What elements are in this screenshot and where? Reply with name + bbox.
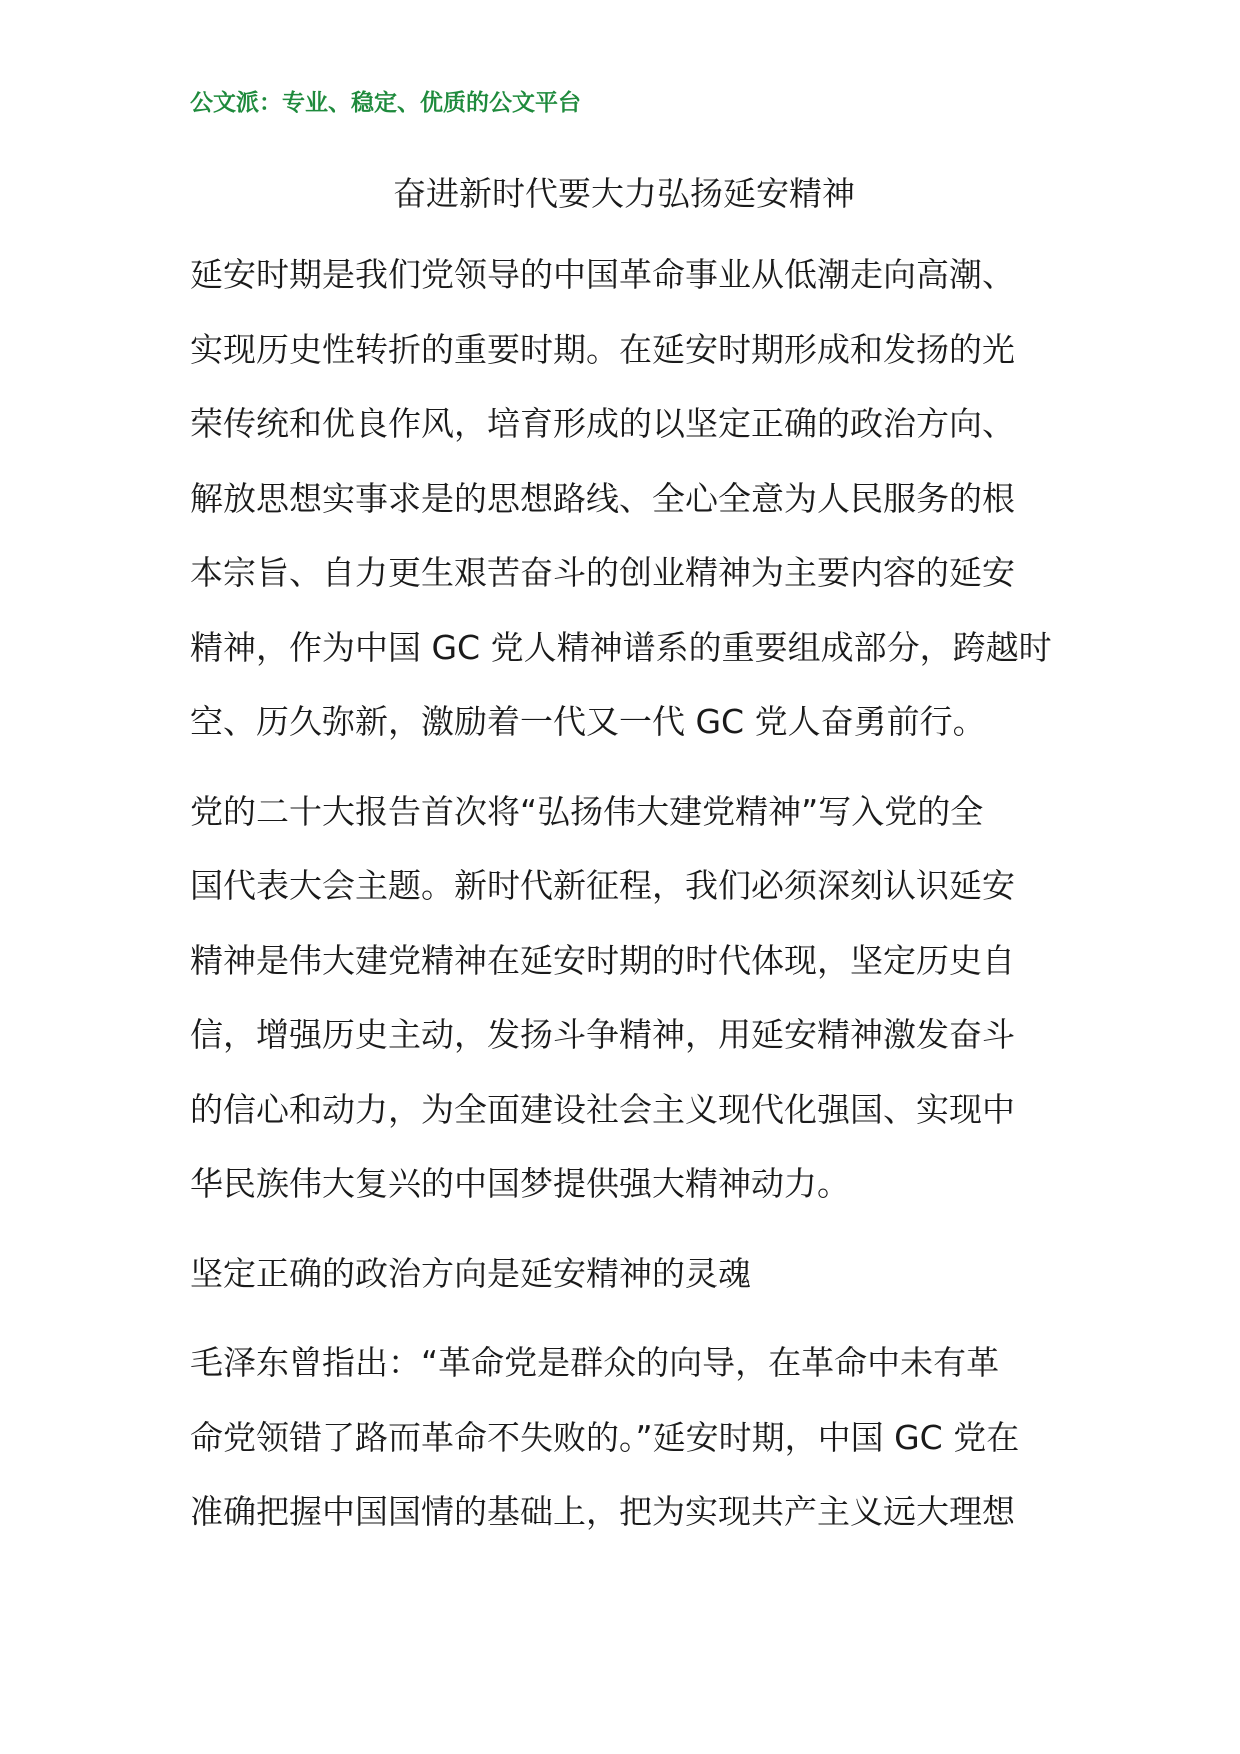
text-line: 信，增强历史主动，发扬斗争精神，用延安精神激发奋斗 — [190, 1015, 1015, 1054]
text-line: 荣传统和优良作风，培育形成的以坚定正确的政治方向、 — [190, 404, 1015, 443]
document-title: 奋进新时代要大力弘扬延安精神 — [393, 174, 855, 213]
text-line: 准确把握中国国情的基础上，把为实现共产主义远大理想 — [190, 1492, 1015, 1531]
paragraph-2 — [190, 775, 1058, 1222]
text-line: 精神，作为中国 GC 党人精神谱系的重要组成部分，跨越时 — [190, 627, 1052, 667]
brand-header: 公文派：专业、稳定、优质的公文平台 — [190, 90, 581, 116]
text-line: 本宗旨、自力更生艰苦奋斗的创业精神为主要内容的延安 — [190, 553, 1015, 592]
text-line: 华民族伟大复兴的中国梦提供强大精神动力。 — [190, 1164, 850, 1203]
text-line: 的信心和动力，为全面建设社会主义现代化强国、实现中 — [190, 1089, 1015, 1129]
text-line: 解放思想实事求是的思想路线、全心全意为人民服务的根 — [190, 478, 1015, 518]
text-line: 精神是伟大建党精神在延安时期的时代体现，坚定历史自 — [190, 940, 1015, 980]
text-line: 毛泽东曾指出：“革命党是群众的向导，在革命中未有革 — [190, 1343, 1000, 1382]
text-line: 国代表大会主题。新时代新征程，我们必须深刻认识延安 — [190, 866, 1015, 905]
text-line: 空、历久弥新，激励着一代又一代 GC 党人奋勇前行。 — [190, 702, 986, 741]
text-line: 延安时期是我们党领导的中国革命事业从低潮走向高潮、 — [190, 255, 1015, 294]
section-heading: 坚定正确的政治方向是延安精神的灵魂 — [190, 1253, 751, 1293]
document-body — [190, 238, 1058, 1565]
paragraph-1 — [190, 238, 1058, 760]
paragraph-3 — [190, 1326, 1058, 1550]
text-line: 命党领错了路而革命不失败的。”延安时期，中国 GC 党在 — [190, 1417, 1020, 1457]
text-line: 党的二十大报告首次将“弘扬伟大建党精神”写入党的全 — [190, 791, 984, 831]
text-line: 实现历史性转折的重要时期。在延安时期形成和发扬的光 — [190, 329, 1015, 369]
